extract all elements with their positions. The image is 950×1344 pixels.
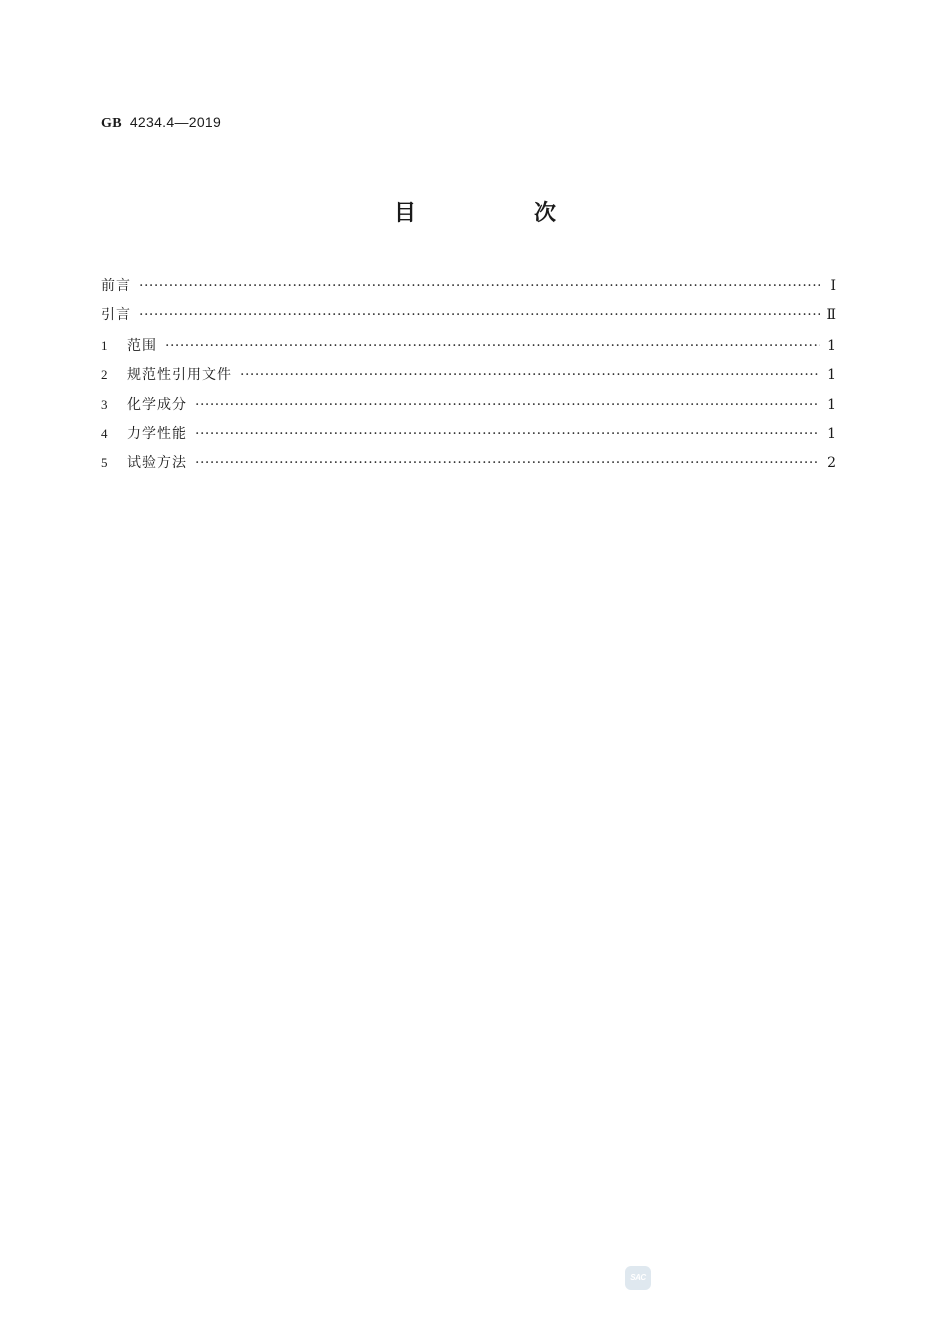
toc-entry-number: 2 [101,367,108,383]
toc-entry-page: 1 [827,367,836,384]
toc-leader-dots [195,420,820,449]
toc-entry-label: 范围 [127,337,157,354]
toc-entry-normative-references[interactable] [101,360,836,389]
toc-entry-page: 1 [827,337,836,354]
toc-entry-foreword[interactable] [101,272,836,301]
toc-entry-mechanical-properties[interactable] [101,419,836,448]
toc-entry-label: 化学成分 [127,396,187,413]
sac-watermark-stamp: SAC [625,1266,651,1290]
toc-title: 目 次 [393,201,604,226]
toc-leader-dots [195,449,820,478]
toc-entry-page: 2 [827,455,836,472]
toc-entry-label: 力学性能 [127,425,187,442]
toc-entry-number: 3 [101,396,108,412]
table-of-contents [101,272,836,478]
toc-entry-page: 1 [827,396,836,413]
toc-leader-dots [139,301,820,330]
toc-entry-page: 1 [827,425,836,442]
standard-number: 4234.4—2019 [129,114,222,130]
toc-entry-page: Ⅰ [830,278,836,294]
toc-entry-test-methods[interactable] [101,448,836,477]
toc-leader-dots [240,361,820,390]
toc-entry-introduction[interactable] [101,301,836,330]
toc-entry-page: Ⅱ [826,307,836,324]
toc-leader-dots [195,391,820,420]
standard-prefix: GB [101,116,122,131]
document-header [101,114,221,132]
toc-entry-scope[interactable] [101,331,836,360]
toc-entry-chemical-composition[interactable] [101,390,836,419]
toc-entry-label: 前言 [101,278,131,294]
toc-leader-dots [165,332,820,361]
toc-entry-label: 试验方法 [127,455,187,472]
toc-entry-number: 4 [101,425,108,441]
toc-entry-number: 5 [101,455,108,471]
toc-leader-dots [139,272,820,301]
toc-entry-label: 规范性引用文件 [127,367,232,384]
toc-entry-number: 1 [101,337,108,353]
toc-entry-label: 引言 [101,307,131,324]
